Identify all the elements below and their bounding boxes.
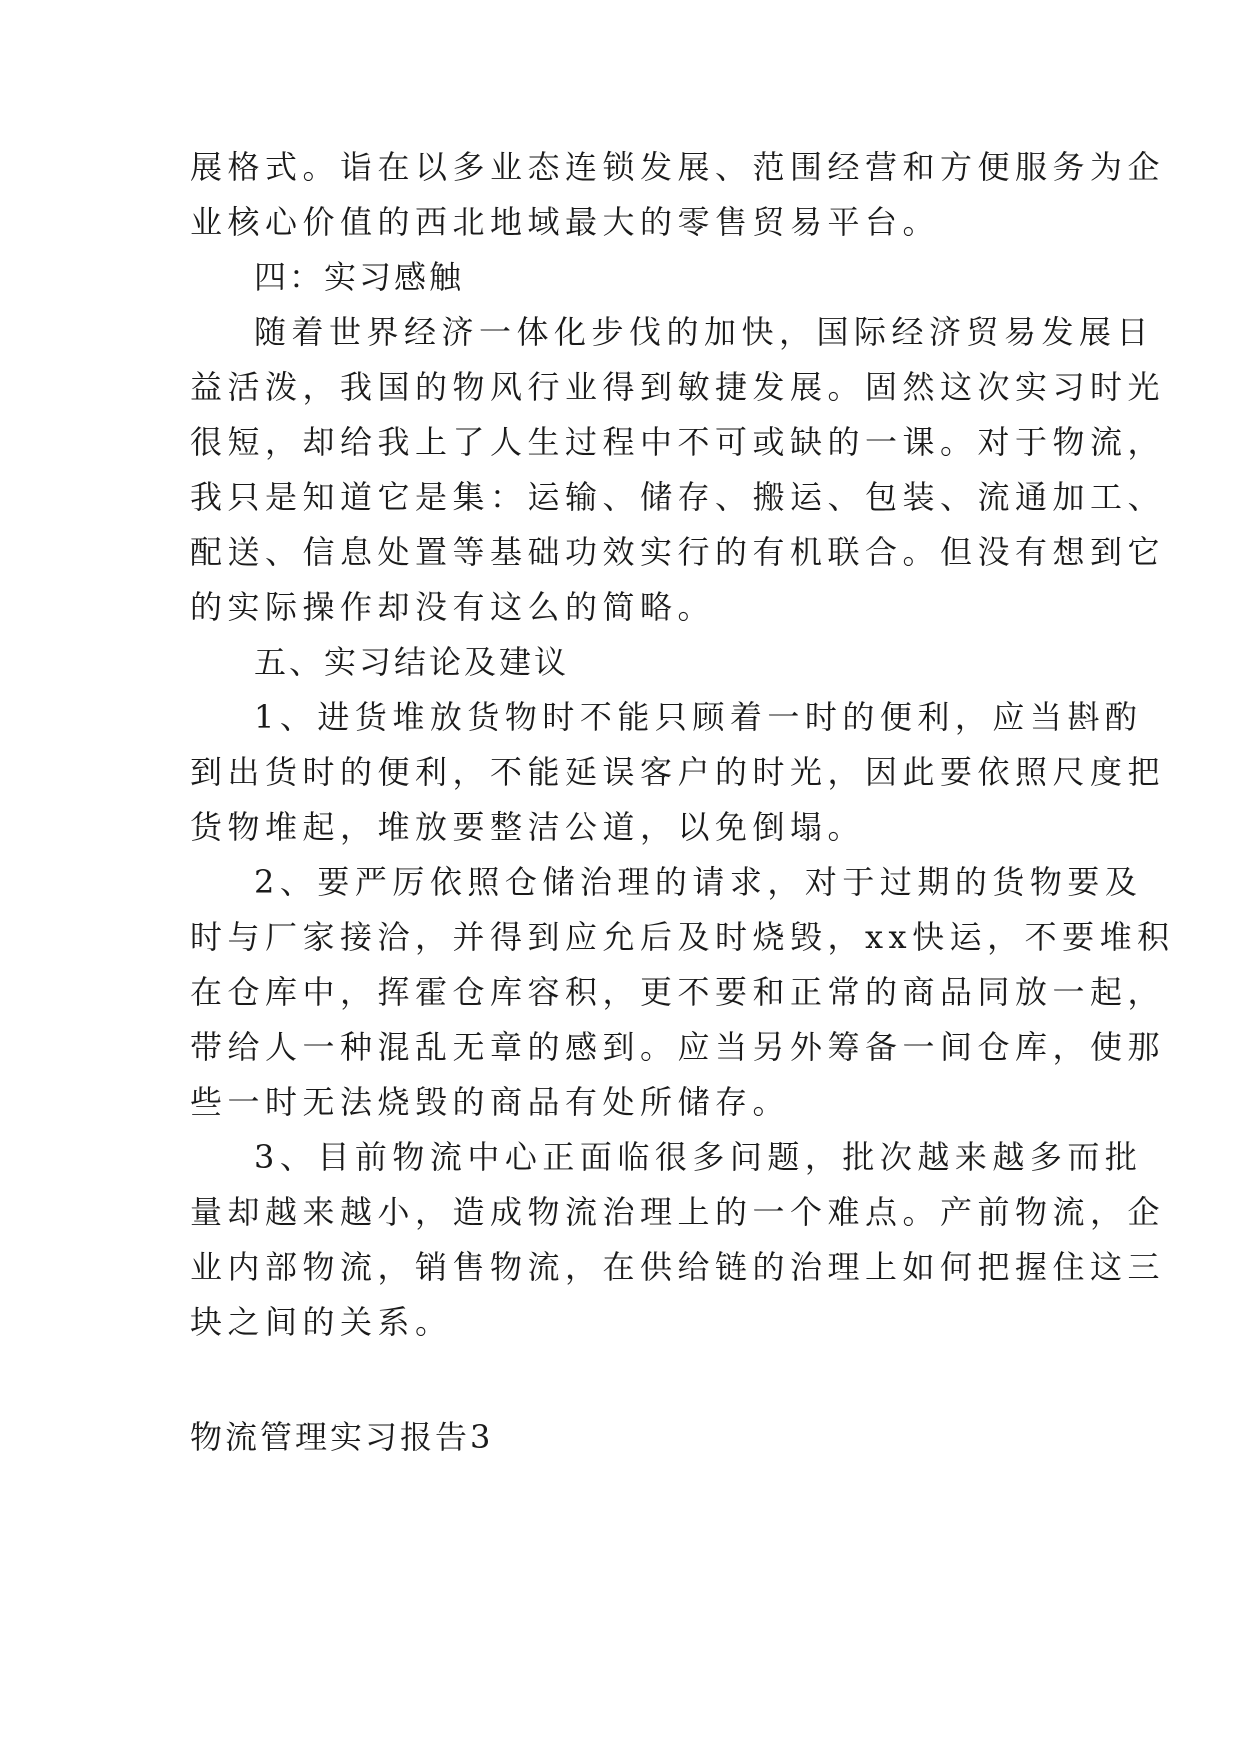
paragraph-line: 配送、信息处置等基础功效实行的有机联合。但没有想到它 (190, 533, 1166, 571)
paragraph-line: 量却越来越小，造成物流治理上的一个难点。产前物流，企 (190, 1193, 1166, 1231)
paragraph-line: 1、进货堆放货物时不能只顾着一时的便利，应当斟酌 (254, 698, 1143, 736)
paragraph-line: 带给人一种混乱无章的感到。应当另外筹备一间仓库，使那 (190, 1028, 1166, 1066)
paragraph-line: 块之间的关系。 (190, 1303, 453, 1341)
section-heading-conclusion: 五、实习结论及建议 (254, 643, 570, 681)
section-title: 物流管理实习报告3 (190, 1418, 494, 1456)
paragraph-line: 我只是知道它是集：运输、储存、搬运、包装、流通加工、 (190, 478, 1166, 516)
paragraph-line: 货物堆起，堆放要整洁公道，以免倒塌。 (190, 808, 866, 846)
paragraph-line: 3、目前物流中心正面临很多问题，批次越来越多而批 (254, 1138, 1143, 1176)
paragraph-line: 些一时无法烧毁的商品有处所储存。 (190, 1083, 791, 1121)
section-heading-reflection: 四：实习感触 (254, 258, 465, 296)
paragraph-line: 到出货时的便利，不能延误客户的时光，因此要依照尺度把 (190, 753, 1166, 791)
paragraph-line: 时与厂家接洽，并得到应允后及时烧毁，xx快运，不要堆积 (190, 918, 1175, 956)
paragraph-line: 随着世界经济一体化步伐的加快，国际经济贸易发展日 (254, 313, 1155, 351)
paragraph-line: 业内部物流，销售物流，在供给链的治理上如何把握住这三 (190, 1248, 1166, 1286)
paragraph-line: 业核心价值的西北地域最大的零售贸易平台。 (190, 203, 941, 241)
paragraph-line: 在仓库中，挥霍仓库容积，更不要和正常的商品同放一起， (190, 973, 1166, 1011)
paragraph-line: 益活泼，我国的物风行业得到敏捷发展。固然这次实习时光 (190, 368, 1166, 406)
paragraph-line: 很短，却给我上了人生过程中不可或缺的一课。对于物流， (190, 423, 1166, 461)
paragraph-line: 的实际操作却没有这么的简略。 (190, 588, 716, 626)
paragraph-line: 2、要严厉依照仓储治理的请求，对于过期的货物要及 (254, 863, 1143, 901)
paragraph-line: 展格式。诣在以多业态连锁发展、范围经营和方便服务为企 (190, 148, 1166, 186)
